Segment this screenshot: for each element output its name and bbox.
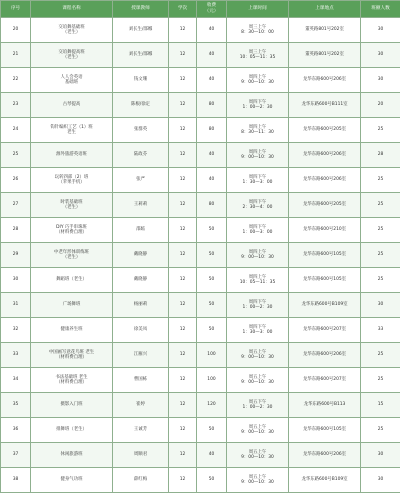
- cell-count: 25: [361, 218, 400, 243]
- cell-time-line: 周四上午: [248, 274, 267, 280]
- cell-count: 20: [361, 93, 400, 118]
- cell-fee: 40: [197, 68, 227, 93]
- cell-time: [227, 268, 289, 293]
- table-row: [1, 193, 400, 218]
- cell-time-line: 1：00—3：00: [242, 230, 273, 235]
- cell-hours: 12: [169, 293, 197, 318]
- table-row: [1, 393, 400, 418]
- cell-no: 34: [1, 368, 31, 393]
- cell-hours: 12: [169, 243, 197, 268]
- cell-time-line: 周四上午: [248, 124, 267, 130]
- cell-fee: 50: [197, 243, 227, 268]
- cell-time-line: 周五上午: [248, 349, 267, 355]
- cell-time: [227, 43, 289, 68]
- cell-no: 23: [1, 93, 31, 118]
- cell-time: [227, 368, 289, 393]
- cell-time: [227, 193, 289, 218]
- cell-hours: 12: [169, 93, 197, 118]
- cell-teacher: 刘长生/邵娜: [113, 18, 169, 43]
- cell-course-line: 交谊舞基础班: [58, 24, 85, 30]
- cell-time-line: 9：00—10：30: [241, 355, 274, 360]
- cell-hours: 12: [169, 418, 197, 443]
- cell-time-line: 9：00—10：30: [241, 155, 274, 160]
- cell-teacher: 崔婷: [113, 393, 169, 418]
- cell-time: [227, 418, 289, 443]
- cell-time-line: 9：00—10：30: [241, 430, 274, 435]
- table-row: [1, 418, 400, 443]
- cell-time-line: 周三上午: [248, 24, 267, 30]
- cell-time: [227, 393, 289, 418]
- cell-time-line: 周五上午: [248, 424, 267, 430]
- cell-time-line: 10：05—11：35: [239, 55, 276, 60]
- cell-course: [31, 193, 113, 218]
- cell-no: 35: [1, 393, 31, 418]
- cell-time: [227, 18, 289, 43]
- cell-place: 龙华东路600号207室: [289, 318, 361, 343]
- cell-course-line: 排舞班（老生）: [56, 427, 87, 433]
- cell-fee: 50: [197, 293, 227, 318]
- cell-course-line: 基础班: [64, 80, 79, 85]
- table-row: [1, 443, 400, 468]
- cell-course: [31, 143, 113, 168]
- cell-course-line: 摄影入门班: [60, 402, 83, 408]
- cell-time-line: 周四下午: [248, 299, 267, 305]
- cell-place: 龙华东路600号B111室: [289, 93, 361, 118]
- cell-no: 38: [1, 468, 31, 493]
- cell-teacher: 戴晓静: [113, 243, 169, 268]
- cell-count: 30: [361, 43, 400, 68]
- cell-place: 龙华东路600号B109室: [289, 293, 361, 318]
- cell-no: 25: [1, 143, 31, 168]
- header-teacher: 授课教师: [113, 1, 169, 18]
- cell-time-line: 9：00—10：30: [241, 80, 274, 85]
- cell-place: 龙华东路600号206室: [289, 343, 361, 368]
- cell-hours: 12: [169, 118, 197, 143]
- cell-course-line: 中老年形体训练班: [53, 249, 90, 255]
- cell-time: [227, 318, 289, 343]
- header-fee-line1: 收费: [206, 3, 217, 9]
- cell-course: [31, 318, 113, 343]
- cell-teacher: 王诚芳: [113, 418, 169, 443]
- cell-count: 30: [361, 293, 400, 318]
- cell-course-line: （材料费自理）: [56, 355, 87, 360]
- header-no: 序号: [1, 1, 31, 18]
- cell-count: 15: [361, 393, 400, 418]
- cell-fee: 80: [197, 93, 227, 118]
- cell-course: [31, 118, 113, 143]
- cell-course: [31, 168, 113, 193]
- cell-place: 董英路801号202室: [289, 43, 361, 68]
- cell-no: 27: [1, 193, 31, 218]
- cell-count: 30: [361, 18, 400, 43]
- cell-fee: 50: [197, 268, 227, 293]
- table-row: [1, 218, 400, 243]
- cell-time: [227, 68, 289, 93]
- cell-time-line: 周四下午: [248, 324, 267, 330]
- cell-fee: 120: [197, 393, 227, 418]
- cell-count: 28: [361, 143, 400, 168]
- cell-no: 21: [1, 43, 31, 68]
- header-course: 课程名称: [31, 1, 113, 18]
- cell-fee: 50: [197, 418, 227, 443]
- cell-count: 25: [361, 243, 400, 268]
- cell-hours: 12: [169, 393, 197, 418]
- table-row: [1, 18, 400, 43]
- cell-place: 龙华东路600号105室: [289, 418, 361, 443]
- cell-place: 龙华东路600号B109室: [289, 468, 361, 493]
- cell-fee: 100: [197, 343, 227, 368]
- cell-no: 22: [1, 68, 31, 93]
- cell-teacher: 周顺君: [113, 443, 169, 468]
- cell-no: 32: [1, 318, 31, 343]
- cell-teacher: 刘长生/邵娜: [113, 43, 169, 68]
- cell-hours: 12: [169, 168, 197, 193]
- cell-course: [31, 218, 113, 243]
- cell-no: 36: [1, 418, 31, 443]
- cell-fee: 40: [197, 18, 227, 43]
- cell-count: 25: [361, 418, 400, 443]
- cell-no: 24: [1, 118, 31, 143]
- cell-place: 龙华东路600号206室: [289, 168, 361, 193]
- cell-course-line: （苹果手机）: [58, 180, 85, 185]
- table-row: [1, 118, 400, 143]
- cell-time-line: 周三上午: [248, 49, 267, 55]
- cell-fee: 50: [197, 218, 227, 243]
- cell-course: [31, 443, 113, 468]
- cell-time: [227, 443, 289, 468]
- table-row: [1, 468, 400, 493]
- cell-teacher: 钱文珊: [113, 68, 169, 93]
- table-row: [1, 368, 400, 393]
- header-hours: 学次: [169, 1, 197, 18]
- cell-teacher: 曹国栋: [113, 368, 169, 393]
- cell-course: [31, 468, 113, 493]
- cell-place: 龙华东路600号206室: [289, 68, 361, 93]
- cell-time: [227, 468, 289, 493]
- cell-fee: 50: [197, 318, 227, 343]
- cell-course-line: 人人会英语: [60, 74, 83, 80]
- cell-hours: 12: [169, 268, 197, 293]
- cell-course: [31, 93, 113, 118]
- cell-time-line: 周五上午: [248, 474, 267, 480]
- cell-place: 龙华东路600号105室: [289, 243, 361, 268]
- cell-course-line: 舞蹈班（老生）: [56, 277, 87, 283]
- cell-teacher: 张群英: [113, 118, 169, 143]
- cell-course: [31, 343, 113, 368]
- cell-count: 30: [361, 68, 400, 93]
- cell-count: 25: [361, 368, 400, 393]
- cell-count: 30: [361, 468, 400, 493]
- cell-teacher: 戴晓静: [113, 268, 169, 293]
- cell-place: 龙华东路600号205室: [289, 118, 361, 143]
- table-row: [1, 168, 400, 193]
- cell-time: [227, 243, 289, 268]
- cell-fee: 40: [197, 443, 227, 468]
- cell-count: 33: [361, 318, 400, 343]
- cell-count: 25: [361, 343, 400, 368]
- cell-hours: 12: [169, 193, 197, 218]
- cell-hours: 12: [169, 368, 197, 393]
- cell-hours: 12: [169, 218, 197, 243]
- cell-hours: 12: [169, 468, 197, 493]
- cell-time: [227, 168, 289, 193]
- cell-count: 30: [361, 443, 400, 468]
- cell-no: 37: [1, 443, 31, 468]
- cell-time-line: 周四上午: [248, 249, 267, 255]
- table-row: [1, 318, 400, 343]
- cell-time-line: 周四下午: [248, 199, 267, 205]
- cell-hours: 12: [169, 18, 197, 43]
- table-header-row: [1, 1, 400, 18]
- cell-course: [31, 68, 113, 93]
- cell-hours: 12: [169, 318, 197, 343]
- table-row: [1, 68, 400, 93]
- cell-time-line: 周四上午: [248, 74, 267, 80]
- cell-course-line: （材料费自理）: [56, 380, 87, 385]
- cell-place: 龙华东路600号207室: [289, 368, 361, 393]
- cell-time-line: 9：00—10：30: [241, 480, 274, 485]
- cell-teacher: 杨丽莉: [113, 293, 169, 318]
- cell-teacher: 邵嫣: [113, 218, 169, 243]
- cell-time-line: 10：05—11：35: [239, 280, 276, 285]
- cell-hours: 12: [169, 43, 197, 68]
- cell-time: [227, 143, 289, 168]
- cell-time-line: 周五下午: [248, 399, 267, 405]
- cell-fee: 40: [197, 168, 227, 193]
- cell-count: 25: [361, 268, 400, 293]
- cell-fee: 100: [197, 368, 227, 393]
- cell-no: 28: [1, 218, 31, 243]
- cell-count: 25: [361, 193, 400, 218]
- cell-time-line: 周四下午: [248, 99, 267, 105]
- table-row: [1, 293, 400, 318]
- table-row: [1, 143, 400, 168]
- cell-course: [31, 268, 113, 293]
- cell-place: 龙华东路600号210室: [289, 218, 361, 243]
- cell-teacher: 薛红梅: [113, 468, 169, 493]
- cell-place: 董英路801号202室: [289, 18, 361, 43]
- cell-course: [31, 418, 113, 443]
- cell-course-line: DIY 巧手串珠班: [56, 224, 87, 230]
- cell-hours: 12: [169, 68, 197, 93]
- cell-hours: 12: [169, 143, 197, 168]
- cell-time-line: 1：00—2：30: [242, 105, 273, 110]
- cell-time: [227, 93, 289, 118]
- header-count: 班额人数: [361, 1, 400, 18]
- cell-teacher: 江雁兴: [113, 343, 169, 368]
- cell-course-line: 交谊舞提高班: [58, 49, 85, 55]
- cell-course-line: （老生）: [62, 55, 81, 60]
- cell-course-line: （老生）: [62, 205, 81, 210]
- cell-course-line: 休闲旅游班: [60, 452, 83, 458]
- table-row: [1, 343, 400, 368]
- cell-course-line: 中国画写意花鸟班 老生: [48, 349, 95, 355]
- cell-time-line: 周四下午: [248, 224, 267, 230]
- cell-course-line: 古琴提高: [62, 102, 81, 108]
- cell-time-line: 2：30—4：00: [242, 205, 273, 210]
- table-body: [1, 18, 400, 493]
- cell-place: 龙华东路600号105室: [289, 268, 361, 293]
- table-row: [1, 268, 400, 293]
- cell-course: [31, 18, 113, 43]
- cell-course-line: 健身气功班: [60, 477, 83, 483]
- cell-course: [31, 43, 113, 68]
- cell-time: [227, 218, 289, 243]
- cell-course-line: 老生: [67, 130, 76, 135]
- cell-no: 31: [1, 293, 31, 318]
- cell-course-line: （老生）: [62, 255, 81, 260]
- cell-time-line: 周四上午: [248, 149, 267, 155]
- cell-teacher: 王莉莉: [113, 193, 169, 218]
- cell-hours: 12: [169, 443, 197, 468]
- cell-time-line: 1：30—3：00: [242, 180, 273, 185]
- cell-time: [227, 293, 289, 318]
- cell-course-line: 广场舞班: [62, 302, 81, 308]
- cell-fee: 50: [197, 468, 227, 493]
- cell-course-line: 钩针编织工艺（1）班: [50, 124, 93, 130]
- cell-time: [227, 118, 289, 143]
- header-fee: [197, 1, 227, 18]
- cell-time-line: 8：30—10：00: [241, 30, 274, 35]
- cell-count: 25: [361, 118, 400, 143]
- cell-fee: 40: [197, 143, 227, 168]
- cell-count: 25: [361, 168, 400, 193]
- header-time: 上课时间: [227, 1, 289, 18]
- cell-teacher: 陆政芬: [113, 143, 169, 168]
- cell-course-line: 健康养生班: [60, 327, 83, 333]
- cell-time-line: 1：00—2：30: [242, 405, 273, 410]
- cell-course-line: （老生）: [62, 30, 81, 35]
- cell-time-line: 1：30—3：00: [242, 330, 273, 335]
- cell-time-line: 9：00—10：30: [241, 455, 274, 460]
- cell-fee: 40: [197, 43, 227, 68]
- cell-time-line: 8：30—11：30: [241, 130, 274, 135]
- cell-course-line: 书法基础班 老生: [55, 374, 88, 380]
- cell-time-line: 9：00—10：30: [241, 255, 274, 260]
- cell-hours: 12: [169, 343, 197, 368]
- cell-time-line: 周五上午: [248, 449, 267, 455]
- header-place: 上课地点: [289, 1, 361, 18]
- cell-place: 龙华东路600号206室: [289, 443, 361, 468]
- cell-course: [31, 393, 113, 418]
- table-row: [1, 43, 400, 68]
- header-fee-line2: （元）: [204, 9, 219, 14]
- cell-course-line: （材料费自理）: [56, 230, 87, 235]
- cell-place: 龙华东路600号206室: [289, 143, 361, 168]
- cell-course-line: 源外旅游英语班: [56, 152, 87, 158]
- cell-teacher: 陈根/徐定: [113, 93, 169, 118]
- cell-time-line: 9：00—10：30: [241, 380, 274, 385]
- cell-no: 33: [1, 343, 31, 368]
- cell-teacher: 张严: [113, 168, 169, 193]
- cell-time-line: 周五上午: [248, 374, 267, 380]
- cell-course: [31, 243, 113, 268]
- cell-course: [31, 368, 113, 393]
- cell-teacher: 徐美凤: [113, 318, 169, 343]
- cell-place: 龙华东路600号B113: [289, 393, 361, 418]
- cell-no: 29: [1, 243, 31, 268]
- cell-time-line: 1：00—2：30: [242, 305, 273, 310]
- cell-time: [227, 343, 289, 368]
- cell-no: 30: [1, 268, 31, 293]
- table-row: [1, 243, 400, 268]
- cell-course-line: 玩转四部（2）班: [54, 174, 89, 180]
- cell-place: 龙华东路600号205室: [289, 193, 361, 218]
- cell-time-line: 周四下午: [248, 174, 267, 180]
- table-row: [1, 93, 400, 118]
- cell-no: 26: [1, 168, 31, 193]
- cell-fee: 80: [197, 118, 227, 143]
- cell-course: [31, 293, 113, 318]
- cell-fee: 80: [197, 193, 227, 218]
- cell-course-line: 时装基础班: [60, 199, 83, 205]
- cell-no: 20: [1, 18, 31, 43]
